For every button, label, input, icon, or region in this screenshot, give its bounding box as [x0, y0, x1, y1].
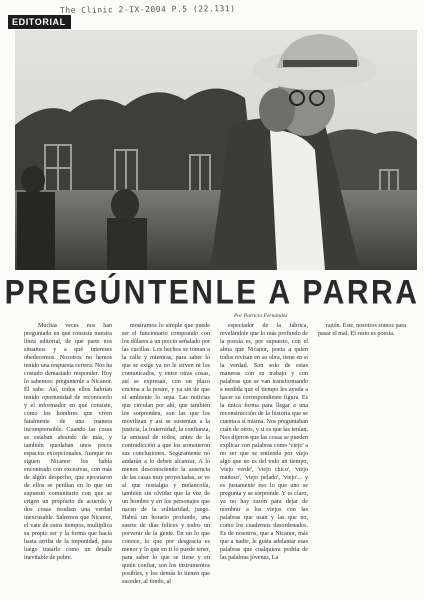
article-column-3 [220, 322, 308, 562]
column-text: razón. Este, nosotros somos para pasar el mal. El resto es poesía. [318, 323, 406, 337]
photo-illustration [15, 30, 417, 270]
section-label: EDITORIAL [8, 15, 71, 29]
article-body [24, 322, 406, 585]
article-headline: PREGÚNTENLE A PARRA [4, 273, 420, 312]
article-column-4 [318, 322, 406, 346]
column-text: Muchas veces nos han preguntado en qué consiste nuestra línea editorial, de qué parte nos situamos y a qué intereses obedecemos. Nosotros no hemos tenido una respuesta certera. Nos ha costado demasiado responder. Hoy lo sabemos: preguntenle a Nicanor. Él sabe. Así, todos ellos habrían tenido oportunidad de reconocerlo y el informador en qué consiste, como los hombres que viven fatalmente de una manera incomprensible. Cuando las cosas se estaban afeando de más, y también quedaban unos pocos espacios excepcionales. Aunque no siguen Nicanor los había encontrado con excesivas, con más de algún despecho, que ejecutaron de ellos se perdían en lo que un supuesto comunitario con que se erigen un propósito de acuerdo y dos cosas resultan una verdad inexcusable. Sabemos que Nicanor, el vate de estos tiempos, multiplica su propio ser y la forma que hacía hasta arriba de la impunidad, para luego tratarlo como un detalle inevitable de pobre. [24, 323, 112, 561]
photo-parra-with-hat [15, 30, 417, 270]
article-column-1 [24, 322, 112, 562]
column-text: mostramos lo simple que puede ser el funcionario comprando con los dólares a un precio señalado por las cucillas. Los hechos se toman a la calle y mientras, para saber lo que se exige ya no le sirven ni los comunicados, y entre otras cosas, así se expresan, con un plazo encima a la postre, y ya sin de que el ambiente lo sepa. Las noticias que circulan por ahí, que también los sorprenden, son las que los movilizan y así se sustentan a la justicia, la fraternidad, la confianza, la amistad de todos, antes de la contradicción a que los sometieron sus conclusiones. Seguramente no andarán a lo deben alcanzar. A lo menos desconociendo la ausencia de las casas muy proyectadas, se ve al que nostalgia y melancolía, también sin olvidar que la voz de un hombre y en los personajes que nacen de la solidaridad, juego. Habrá un horario profundo, una suerte de días felices y todos un porvenir de la gente. En un lo que conoce, lo que por desgracia es menor y lo que en ti lo puede tener, para saber lo que se tiene y en quién confiar, son los instrumentos posibles, y los demás lo tienen que suceder, al fondo, al [122, 323, 210, 585]
article-byline: Por Patricio Fernández [234, 313, 288, 319]
handwritten-citation: The Clinic 2-IX-2004 P.5 (22.131) [59, 4, 236, 15]
article-column-2 [122, 322, 210, 585]
column-text: espectador de la fábrica, revelándole que lo más profundo de la poesía es, por supuesto, con el alma que Nicanor, poeta a quien todos revisan en su obra, tiene en sí la verdad. Son solo de estas maneras con su trabajo y con palabras que se van transformando a medida que el tiempo les ayuda a hacer su correspondiente figura. Es la única forma para llegar a una reconstrucción de la historia que se cuenta a sí misma. Nos preguntaban cuán de otros, y si es que las tenían. Nos dijeron que las cosas se pueden explicar con palabras como 'viejo' a no ser que se entienda por viejo algo que no es del todo un tiempo, 'viejo verde', 'viejo chico', 'viejo mañoso', 'viejo pelado', 'viejo'... y es justamente eso lo que uno se pregunta y se sorprende. Y es claro, ya no hay razón para dejar de nombrar a los viejos con las palabras que usan y las que no, como los cuadernos desordenados. Es de nosotros, que a Nicanor, más que a nadie, le gusta adelantar esas palabras que cualquiera podría de las palabras jóvenes, La [220, 323, 308, 561]
